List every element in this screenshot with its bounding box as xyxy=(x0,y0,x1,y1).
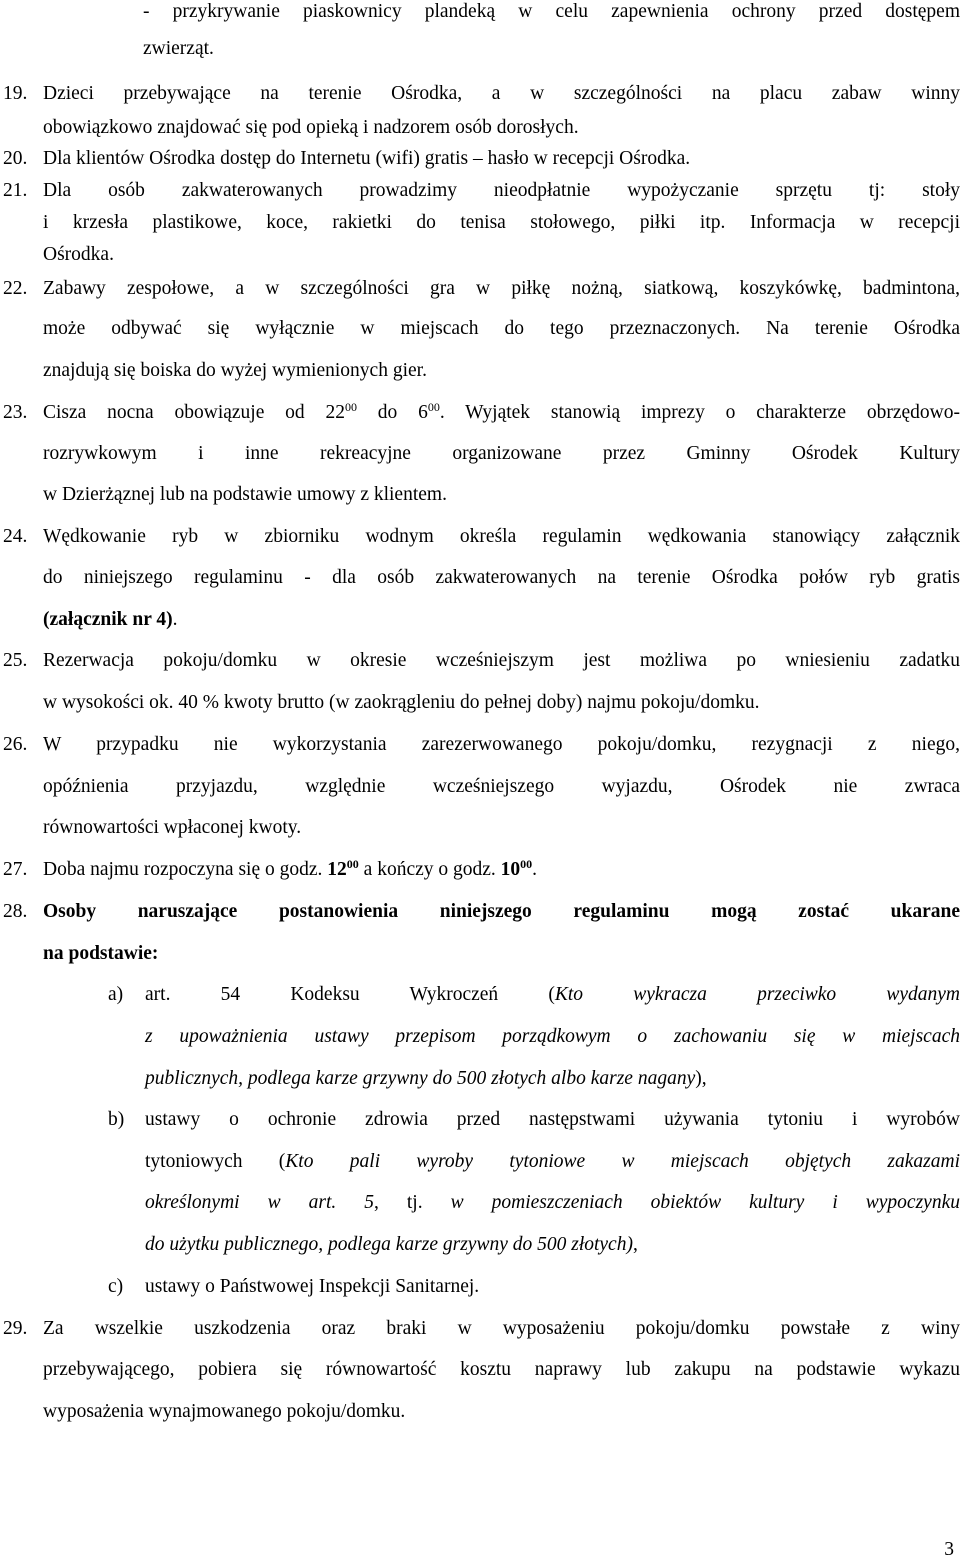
italic-run: Kto pali wyroby tytoniowe w miejscach objętych zakazami xyxy=(285,1151,960,1172)
subitem-line xyxy=(145,983,960,1007)
item-number: 25. xyxy=(3,650,28,671)
item-line: znajdują się boiska do wyżej wymienionych gier. xyxy=(43,360,427,381)
item-line: Zabawy zespołowe, a w szczególności gra w piłkę nożną, siatkową, koszykówkę, badmintona, xyxy=(43,278,960,299)
item-line: Osoby naruszające postanowienia niniejszego regulaminu mogą zostać ukarane xyxy=(43,901,960,922)
italic-run: do użytku publicznego, podlega karze grzywny do 500 złotych) xyxy=(145,1234,633,1255)
text-run: Doba najmu rozpoczyna się o godz. xyxy=(43,859,328,880)
attachment-reference: (załącznik nr 4) xyxy=(43,609,173,630)
item-line: Rezerwacja pokoju/domku w okresie wcześniejszym jest możliwa po wniesieniu zadatku xyxy=(43,650,960,671)
item-line: Dzieci przebywające na terenie Ośrodka, a w szczególności na placu zabaw winny xyxy=(43,83,960,104)
item-line: w wysokości ok. 40 % kwoty brutto (w zaokrągleniu do pełnej doby) najmu pokoju/domku. xyxy=(43,692,760,713)
item-line: przebywającego, pobiera się równowartość kosztu naprawy lub zakupu na podstawie wykazu xyxy=(43,1359,960,1380)
item-number: 27. xyxy=(3,859,28,880)
item-line xyxy=(43,401,960,425)
item-number: 19. xyxy=(3,83,28,104)
italic-run: publicznych, podlega karze grzywny do 500 złotych albo karze nagany xyxy=(145,1068,696,1089)
superscript: 00 xyxy=(344,400,357,414)
subitem-line xyxy=(145,1191,960,1215)
item-line: opóźnienia przyjazdu, względnie wcześniejszego wyjazdu, Ośrodek nie zwraca xyxy=(43,776,960,797)
item-number: 29. xyxy=(3,1318,28,1339)
italic-run: określonymi w art. 5 xyxy=(145,1192,374,1213)
item-line: Wędkowanie ryb w zbiorniku wodnym określa regulamin wędkowania stanowiący załącznik xyxy=(43,526,960,547)
subitem-letter: a) xyxy=(108,984,124,1005)
item-line: obowiązkowo znajdować się pod opieką i nadzorem osób dorosłych. xyxy=(43,117,579,138)
bullet-line: - przykrywanie piaskownicy plandeką w celu zapewnienia ochrony przed dostępem xyxy=(143,1,960,22)
subitem-letter: b) xyxy=(108,1109,125,1130)
item-line: Za wszelkie uszkodzenia oraz braki w wyposażeniu pokoju/domku powstałe z winy xyxy=(43,1318,960,1339)
italic-run: w pomieszczeniach obiektów kultury i wypoczynku xyxy=(450,1192,960,1213)
subitem-line xyxy=(145,1150,960,1174)
item-line: może odbywać się wyłącznie w miejscach do tego przeznaczonych. Na terenie Ośrodka xyxy=(43,318,960,339)
subitem-letter: c) xyxy=(108,1276,124,1297)
item-line: Dla klientów Ośrodka dostęp do Internetu (wifi) gratis – hasło w recepcji Ośrodka. xyxy=(43,148,691,169)
superscript: 00 xyxy=(520,857,533,871)
text-run: . xyxy=(532,859,538,880)
bullet-line: zwierząt. xyxy=(143,38,214,59)
item-line: Ośrodka. xyxy=(43,244,114,265)
item-line xyxy=(43,858,960,882)
italic-run: Kto wykracza przeciwko wydanym xyxy=(554,984,960,1005)
item-number: 26. xyxy=(3,734,28,755)
item-line: i krzesła plastikowe, koce, rakietki do tenisa stołowego, piłki itp. Informacja w recepcji xyxy=(43,212,960,233)
text-run: do 6 xyxy=(356,402,428,423)
item-line: na podstawie: xyxy=(43,943,159,964)
text-run: ), xyxy=(695,1068,707,1089)
hour-start: 12 xyxy=(327,859,347,880)
subitem-line: ustawy o Państwowej Inspekcji Sanitarnej. xyxy=(145,1276,480,1297)
subitem-line: z upoważnienia ustawy przepisom porządkowym o zachowaniu się w miejscach xyxy=(145,1026,960,1047)
superscript: 00 xyxy=(346,857,359,871)
subitem-line xyxy=(145,1233,960,1257)
text-run: art. 54 Kodeksu Wykroczeń ( xyxy=(145,984,555,1005)
text-run: . xyxy=(172,609,178,630)
item-line: Dla osób zakwaterowanych prowadzimy nieodpłatnie wypożyczanie sprzętu tj: stoły xyxy=(43,180,960,201)
hour-end: 10 xyxy=(500,859,521,880)
subitem-line: ustawy o ochronie zdrowia przed następstwami używania tytoniu i wyrobów xyxy=(145,1109,960,1130)
text-run: , xyxy=(632,1234,638,1255)
superscript: 00 xyxy=(427,400,440,414)
item-line: równowartości wpłaconej kwoty. xyxy=(43,817,302,838)
item-line: do niniejszego regulaminu - dla osób zakwaterowanych na terenie Ośrodka połów ryb gratis xyxy=(43,567,960,588)
item-number: 28. xyxy=(3,901,28,922)
item-line: W przypadku nie wykorzystania zarezerwowanego pokoju/domku, rezygnacji z niego, xyxy=(43,734,960,755)
item-line: wyposażenia wynajmowanego pokoju/domku. xyxy=(43,1401,406,1422)
item-number: 23. xyxy=(3,402,28,423)
item-line: w Dzierżąznej lub na podstawie umowy z klientem. xyxy=(43,484,447,505)
item-number: 21. xyxy=(3,180,28,201)
subitem-line xyxy=(145,1067,960,1091)
item-number: 20. xyxy=(3,148,28,169)
text-run: Cisza nocna obowiązuje od 22 xyxy=(43,402,345,423)
item-line xyxy=(43,608,960,632)
item-line: rozrywkowym i inne rekreacyjne organizowane przez Gminny Ośrodek Kultury xyxy=(43,443,960,464)
page-number: 3 xyxy=(944,1539,954,1560)
text-run: , tj. xyxy=(374,1192,451,1213)
text-run: a kończy o godz. xyxy=(358,859,501,880)
item-number: 22. xyxy=(3,278,28,299)
text-run: . Wyjątek stanowią imprezy o charakterze obrzędowo- xyxy=(439,402,960,423)
item-number: 24. xyxy=(3,526,28,547)
text-run: tytoniowych ( xyxy=(145,1151,286,1172)
